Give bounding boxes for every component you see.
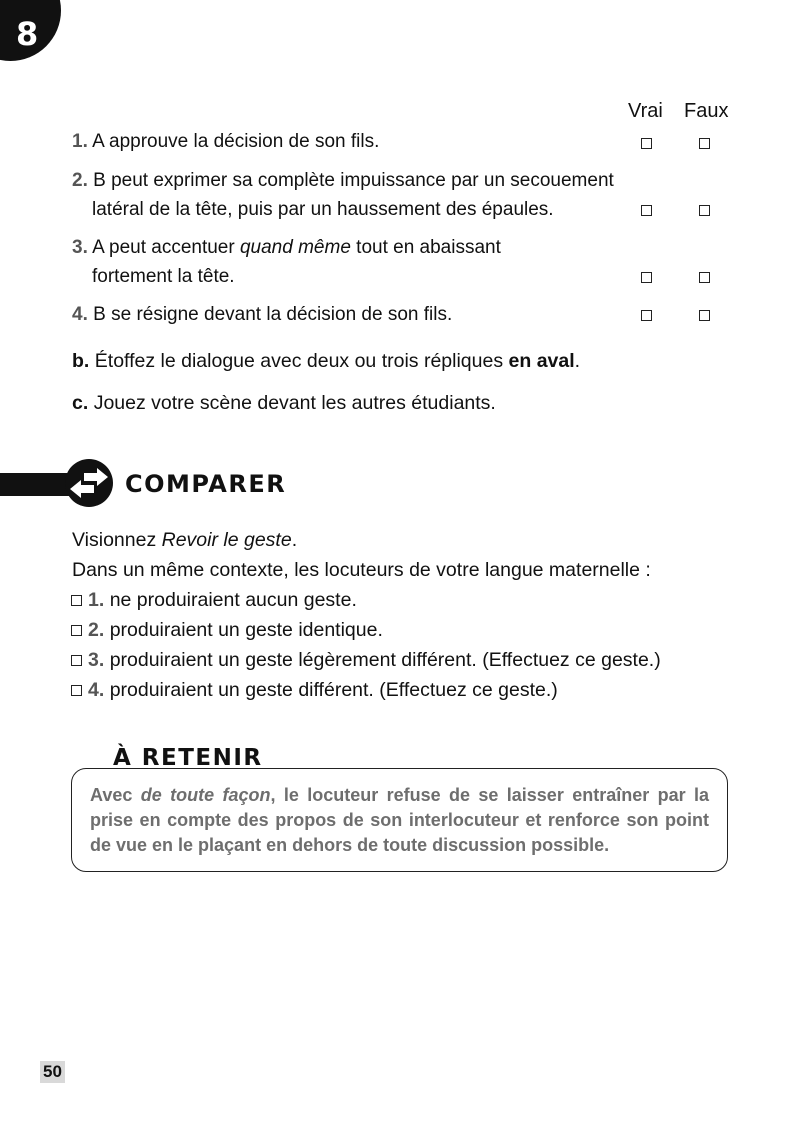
option-text: produiraient un geste différent. (Effectuez ce geste.) — [109, 679, 558, 701]
retenir-text-start: Avec — [90, 785, 141, 805]
checkbox-true-2[interactable] — [641, 205, 652, 216]
statement-text: B se résigne devant la décision de son fils. — [93, 304, 453, 325]
option-checkbox[interactable] — [71, 685, 82, 696]
statement-text: A peut accentuer — [92, 237, 240, 258]
option-text: produiraient un geste légèrement différent. (Effectuez ce geste.) — [109, 649, 661, 671]
statement-number: 2. — [72, 170, 88, 191]
task-letter: b. — [72, 350, 90, 372]
intro-end: . — [291, 529, 298, 551]
checkbox-false-2[interactable] — [699, 205, 710, 216]
statement-number: 3. — [72, 237, 88, 258]
statement-emphasis: quand même — [239, 237, 351, 258]
compare-arrows-icon — [64, 458, 114, 508]
statement-2 — [72, 166, 632, 224]
task-text: Étoffez le dialogue avec deux ou trois répliques — [94, 350, 509, 372]
option-number: 3. — [88, 649, 105, 671]
checkbox-true-4[interactable] — [641, 310, 652, 321]
checkbox-false-1[interactable] — [699, 138, 710, 149]
statement-text: A approuve la décision de son fils. — [92, 131, 380, 152]
statement-number: 4. — [72, 304, 88, 325]
option-text: ne produiraient aucun geste. — [109, 589, 357, 611]
column-header-true: Vrai — [628, 100, 663, 122]
compare-option-2[interactable] — [71, 615, 383, 645]
statement-1 — [72, 127, 632, 156]
task-b — [72, 348, 580, 374]
task-text-end: . — [574, 350, 581, 372]
task-text: Jouez votre scène devant les autres étudiants. — [93, 392, 496, 414]
statement-text-after: tout en abaissant — [350, 237, 501, 258]
checkbox-true-3[interactable] — [641, 272, 652, 283]
compare-context: Dans un même contexte, les locuteurs de votre langue maternelle : — [72, 559, 651, 581]
retenir-heading: À RETENIR — [113, 745, 263, 771]
retenir-text-rest: , le locuteur refuse de se laisser entraîner par la prise en compte des propos de son interlocuteur et renforce son point de vue en le plaçant en dehors de toute discussion possible. — [90, 785, 709, 855]
compare-option-4[interactable] — [71, 675, 558, 705]
option-checkbox[interactable] — [71, 625, 82, 636]
task-c — [72, 390, 496, 416]
task-text-bold: en aval — [508, 350, 575, 372]
intro-text: Visionnez — [72, 529, 162, 551]
statement-3 — [72, 233, 632, 291]
compare-heading: COMPARER — [125, 470, 287, 498]
retenir-expression: de toute façon — [140, 785, 271, 805]
option-number: 4. — [88, 679, 105, 701]
statement-text-continued: latéral de la tête, puis par un haussement des épaules. — [92, 199, 554, 220]
option-number: 1. — [88, 589, 105, 611]
compare-intro — [72, 525, 297, 555]
statement-4 — [72, 300, 632, 329]
compare-option-3[interactable] — [71, 645, 661, 675]
chapter-badge — [0, 0, 61, 61]
compare-option-1[interactable] — [71, 585, 357, 615]
option-checkbox[interactable] — [71, 595, 82, 606]
option-text: produiraient un geste identique. — [109, 619, 383, 641]
statement-text-continued: fortement la tête. — [92, 266, 235, 287]
task-letter: c. — [72, 392, 89, 414]
column-header-false: Faux — [684, 100, 729, 122]
option-checkbox[interactable] — [71, 655, 82, 666]
checkbox-false-4[interactable] — [699, 310, 710, 321]
statement-text: B peut exprimer sa complète impuissance par un secouement — [93, 170, 614, 191]
statement-number: 1. — [72, 131, 88, 152]
chapter-number: 8 — [16, 15, 39, 53]
checkbox-false-3[interactable] — [699, 272, 710, 283]
option-number: 2. — [88, 619, 105, 641]
video-title: Revoir le geste — [161, 529, 292, 551]
page-number: 50 — [40, 1061, 65, 1083]
retenir-text — [90, 783, 709, 858]
checkbox-true-1[interactable] — [641, 138, 652, 149]
